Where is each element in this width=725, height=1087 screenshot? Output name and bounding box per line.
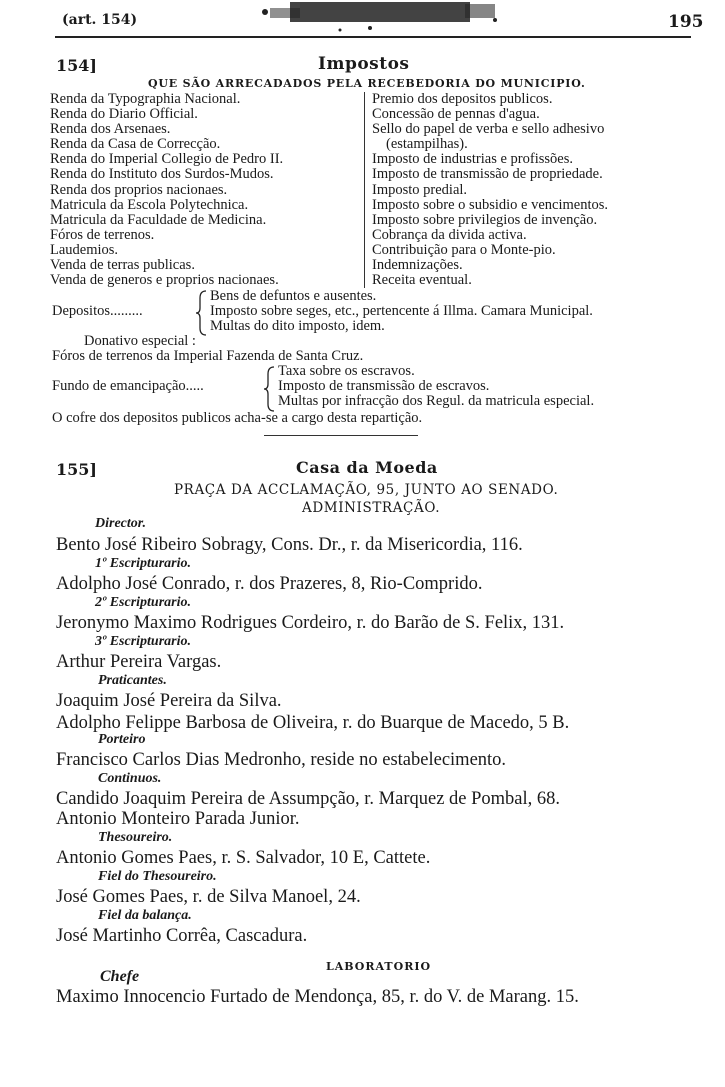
- ink-smudge-ornament: [250, 0, 510, 34]
- fundo-label: Fundo de emancipação.....: [52, 378, 204, 394]
- list-item: Imposto sobre seges, etc., pertencente á Illma. Camara Municipal.: [210, 303, 593, 320]
- header-rule: [55, 36, 691, 38]
- person-name: Candido Joaquim Pereira de Assumpção, r. Marquez de Pombal, 68.: [56, 789, 561, 809]
- list-item: Imposto predial.: [372, 181, 468, 198]
- list-item: Imposto de industrias e profissões.: [372, 151, 573, 168]
- person-name: Francisco Carlos Dias Medronho, reside no estabelecimento.: [56, 750, 507, 770]
- page-number: 195: [668, 12, 704, 32]
- list-item: Renda da Casa de Correcção.: [50, 136, 221, 153]
- foros-line: Fóros de terrenos da Imperial Fazenda de Santa Cruz.: [52, 348, 364, 364]
- depositos-label: Depositos.........: [52, 303, 143, 319]
- role-escripturario-1: 1º Escripturario.: [95, 556, 191, 571]
- role-escripturario-3: 3º Escripturario.: [95, 634, 191, 649]
- person-name: José Martinho Corrêa, Cascadura.: [56, 926, 308, 946]
- list-item: Imposto sobre o subsidio e vencimentos.: [372, 196, 609, 213]
- list-item: Multas do dito imposto, idem.: [210, 318, 385, 335]
- brace-icon: [264, 366, 276, 412]
- list-item: Renda dos Arsenaes.: [50, 121, 171, 138]
- list-item: Bens de defuntos e ausentes.: [210, 288, 377, 304]
- section-title-casa-da-moeda: Casa da Moeda: [296, 458, 438, 477]
- list-item: Renda do Diario Official.: [50, 106, 198, 123]
- person-name: Adolpho Felippe Barbosa de Oliveira, r. do Buarque de Macedo, 5 B.: [56, 713, 570, 733]
- moeda-address: PRAÇA DA ACCLAMAÇÃO, 95, JUNTO AO SENADO.: [174, 482, 559, 498]
- person-name: Bento José Ribeiro Sobragy, Cons. Dr., r. da Misericordia, 116.: [56, 535, 523, 555]
- list-item: Laudemios.: [50, 241, 119, 258]
- laboratorio-heading: LABORATORIO: [326, 960, 432, 973]
- list-item: Venda de terras publicas.: [50, 257, 195, 274]
- person-name: Adolpho José Conrado, r. dos Prazeres, 8, Rio-Comprido.: [56, 574, 483, 594]
- list-item: Matricula da Escola Polytechnica.: [50, 196, 249, 213]
- section-title-impostos: Impostos: [318, 54, 410, 74]
- depositos-items: [210, 289, 593, 334]
- moeda-admin-heading: ADMINISTRAÇÃO.: [302, 500, 441, 516]
- list-item: Receita eventual.: [372, 272, 472, 289]
- fundo-items: [278, 364, 594, 409]
- role-porteiro: Porteiro: [98, 732, 146, 747]
- cofre-line: O cofre dos depositos publicos acha-se a cargo desta repartição.: [52, 410, 423, 426]
- impostos-left-column: [50, 92, 283, 288]
- role-thesoureiro: Thesoureiro.: [98, 830, 173, 845]
- list-item: Contribuição para o Monte-pio.: [372, 241, 556, 258]
- person-name: Antonio Gomes Paes, r. S. Salvador, 10 E, Cattete.: [56, 848, 431, 868]
- role-director: Director.: [95, 516, 146, 531]
- list-item: Fóros de terrenos.: [50, 226, 155, 243]
- list-item: Renda do Imperial Collegio de Pedro II.: [50, 151, 284, 168]
- role-fiel-balanca: Fiel da balança.: [98, 908, 192, 923]
- role-escripturario-2: 2º Escripturario.: [95, 595, 191, 610]
- list-item: Imposto de transmissão de propriedade.: [372, 166, 603, 183]
- list-item: Taxa sobre os escravos.: [278, 363, 415, 379]
- role-fiel-thesoureiro: Fiel do Thesoureiro.: [98, 869, 217, 884]
- brace-icon: [196, 290, 208, 336]
- list-item: Renda dos proprios nacionaes.: [50, 181, 228, 198]
- person-name: Arthur Pereira Vargas.: [56, 652, 222, 672]
- list-item: Indemnizações.: [372, 257, 463, 274]
- person-name: Maximo Innocencio Furtado de Mendonça, 85, r. do V. de Marang. 15.: [56, 987, 579, 1007]
- section-number-155: 155]: [56, 460, 97, 479]
- running-header-left: (art. 154): [62, 12, 138, 28]
- section-divider: [264, 435, 418, 436]
- person-name: Joaquim José Pereira da Silva.: [56, 691, 282, 711]
- role-chefe: Chefe: [100, 968, 140, 985]
- list-item: Sello do papel de verba e sello adhesivo: [372, 121, 605, 138]
- list-item: Cobrança da divida activa.: [372, 226, 527, 243]
- list-item: Concessão de pennas d'agua.: [372, 106, 540, 123]
- list-item: Venda de generos e proprios nacionaes.: [50, 272, 279, 289]
- donativo-label: Donativo especial :: [84, 333, 196, 349]
- section-number-154: 154]: [56, 56, 97, 75]
- list-item: Matricula da Faculdade de Medicina.: [50, 211, 267, 228]
- list-item: Imposto de transmissão de escravos.: [278, 378, 490, 395]
- role-praticantes: Praticantes.: [98, 673, 167, 688]
- role-continuos: Continuos.: [98, 771, 162, 786]
- list-item: (estampilhas).: [386, 136, 468, 153]
- person-name: Antonio Monteiro Parada Junior.: [56, 809, 300, 829]
- list-item: Multas por infracção dos Regul. da matricula especial.: [278, 393, 595, 410]
- list-item: Imposto sobre privilegios de invenção.: [372, 211, 598, 228]
- section-subtitle: QUE SÃO ARRECADADOS PELA RECEBEDORIA DO MUNICIPIO.: [148, 77, 586, 90]
- list-item: Premio dos depositos publicos.: [372, 91, 553, 107]
- impostos-right-column: [372, 92, 608, 288]
- person-name: Jeronymo Maximo Rodrigues Cordeiro, r. do Barão de S. Felix, 131.: [56, 613, 565, 633]
- column-divider: [364, 92, 365, 288]
- list-item: Renda da Typographia Nacional.: [50, 91, 241, 107]
- list-item: Renda do Instituto dos Surdos-Mudos.: [50, 166, 274, 183]
- person-name: José Gomes Paes, r. de Silva Manoel, 24.: [56, 887, 361, 907]
